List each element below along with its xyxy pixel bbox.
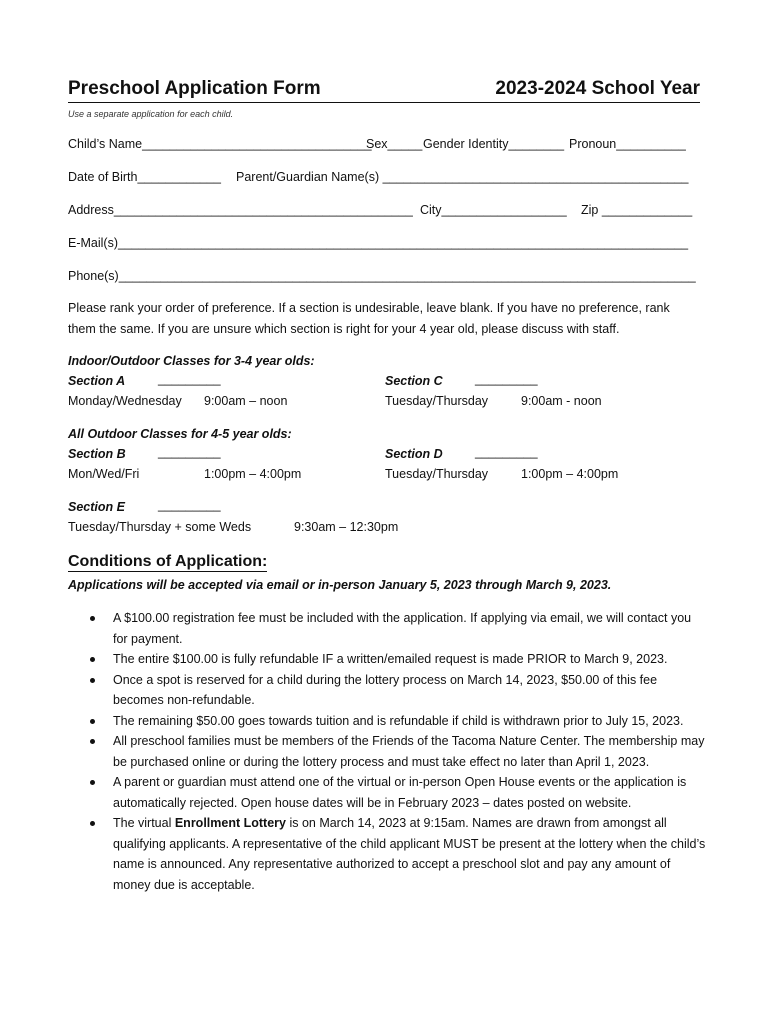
list-item: All preschool families must be members of the Friends of the Tacoma Nature Center. The membership may be purchased online or during the lottery process and must take effect no later than April 1, 2023. <box>68 731 708 772</box>
bullet-icon <box>90 780 95 785</box>
conditions-title: Conditions of Application: <box>68 553 268 570</box>
list-item: Once a spot is reserved for a child during the lottery process on March 14, 2023, $50.00 of this fee becomes non-refundable. <box>68 670 708 711</box>
title-bar <box>68 78 700 103</box>
section-e-label: Section E <box>68 500 125 514</box>
all-outdoor-heading: All Outdoor Classes for 4-5 year olds: <box>68 427 292 441</box>
bullet-icon <box>90 821 95 826</box>
section-a-label: Section A <box>68 374 126 388</box>
bullet-icon <box>90 678 95 683</box>
phone-field[interactable]: Phone(s)___________________________________________________________________________________ <box>68 269 696 283</box>
section-e-time: 9:30am – 12:30pm <box>294 520 399 534</box>
sex-field[interactable]: Sex_____ <box>366 137 423 151</box>
email-field[interactable]: E-Mail(s)__________________________________________________________________________________ <box>68 236 689 250</box>
conditions-subtitle: Applications will be accepted via email or in-person January 5, 2023 through March 9, 2023. <box>68 578 612 592</box>
pronoun-field[interactable]: Pronoun__________ <box>569 137 686 151</box>
list-item: A parent or guardian must attend one of the virtual or in-person Open House events or the application is automatically rejected. Open house dates will be in February 2023 – dates posted on website. <box>68 772 708 813</box>
preference-instructions: Please rank your order of preference. If a section is undesirable, leave blank. If you have no preference, rank them the same. If you are unsure which section is right for your 4 year old, please discuss with staff. <box>68 301 670 336</box>
zip-field[interactable]: Zip _____________ <box>581 203 693 217</box>
section-a-rank-blank[interactable]: _________ <box>158 372 221 386</box>
conditions-list <box>68 608 708 895</box>
date-of-birth-field[interactable]: Date of Birth____________ <box>68 170 221 184</box>
bullet-icon <box>90 616 95 621</box>
list-item: The entire $100.00 is fully refundable IF a written/emailed request is made PRIOR to March 9, 2023. <box>68 649 708 670</box>
bullet-icon <box>90 739 95 744</box>
list-item: A $100.00 registration fee must be included with the application. If applying via email, we will contact you for payment. <box>68 608 708 649</box>
list-item: The virtual Enrollment Lottery is on March 14, 2023 at 9:15am. Names are drawn from amongst all qualifying applicants. A representative of the child applicant MUST be present at the lottery when the child’s name is announced. Any representative authorized to accept a preschool slot and pay any amount of money due is acceptable. <box>68 813 708 895</box>
section-c-time: 9:00am - noon <box>521 394 602 408</box>
list-item: The remaining $50.00 goes towards tuition and is refundable if child is withdrawn prior to July 15, 2023. <box>68 711 708 732</box>
enrollment-lottery-emphasis: Enrollment Lottery <box>174 816 286 830</box>
section-c-rank-blank[interactable]: _________ <box>475 372 538 386</box>
section-a-days: Monday/Wednesday <box>68 394 182 408</box>
section-d-days: Tuesday/Thursday <box>385 467 489 481</box>
section-e-days: Tuesday/Thursday + some Weds <box>68 520 252 534</box>
bullet-icon <box>90 719 95 724</box>
city-field[interactable]: City__________________ <box>420 203 567 217</box>
address-field[interactable]: Address___________________________________________ <box>68 203 413 217</box>
section-d-time: 1:00pm – 4:00pm <box>521 467 619 481</box>
section-b-rank-blank[interactable]: _________ <box>158 445 221 459</box>
section-c-days: Tuesday/Thursday <box>385 394 489 408</box>
school-year: 2023-2024 School Year <box>495 78 700 99</box>
section-b-time: 1:00pm – 4:00pm <box>204 467 302 481</box>
separate-application-note: Use a separate application for each child. <box>68 109 234 119</box>
section-a-time: 9:00am – noon <box>204 394 288 408</box>
indoor-outdoor-heading: Indoor/Outdoor Classes for 3-4 year olds: <box>68 354 315 368</box>
bullet-icon <box>90 657 95 662</box>
child-name-field[interactable]: Child’s Name_________________________________ <box>68 137 372 151</box>
section-d-label: Section D <box>385 447 443 461</box>
parent-guardian-field[interactable]: Parent/Guardian Name(s) ____________________________________________ <box>236 170 689 184</box>
section-c-label: Section C <box>385 374 443 388</box>
section-b-days: Mon/Wed/Fri <box>68 467 140 481</box>
section-b-label: Section B <box>68 447 126 461</box>
section-d-rank-blank[interactable]: _________ <box>475 445 538 459</box>
gender-identity-field[interactable]: Gender Identity________ <box>423 137 565 151</box>
page-title: Preschool Application Form <box>68 78 321 99</box>
section-e-rank-blank[interactable]: _________ <box>158 498 221 512</box>
